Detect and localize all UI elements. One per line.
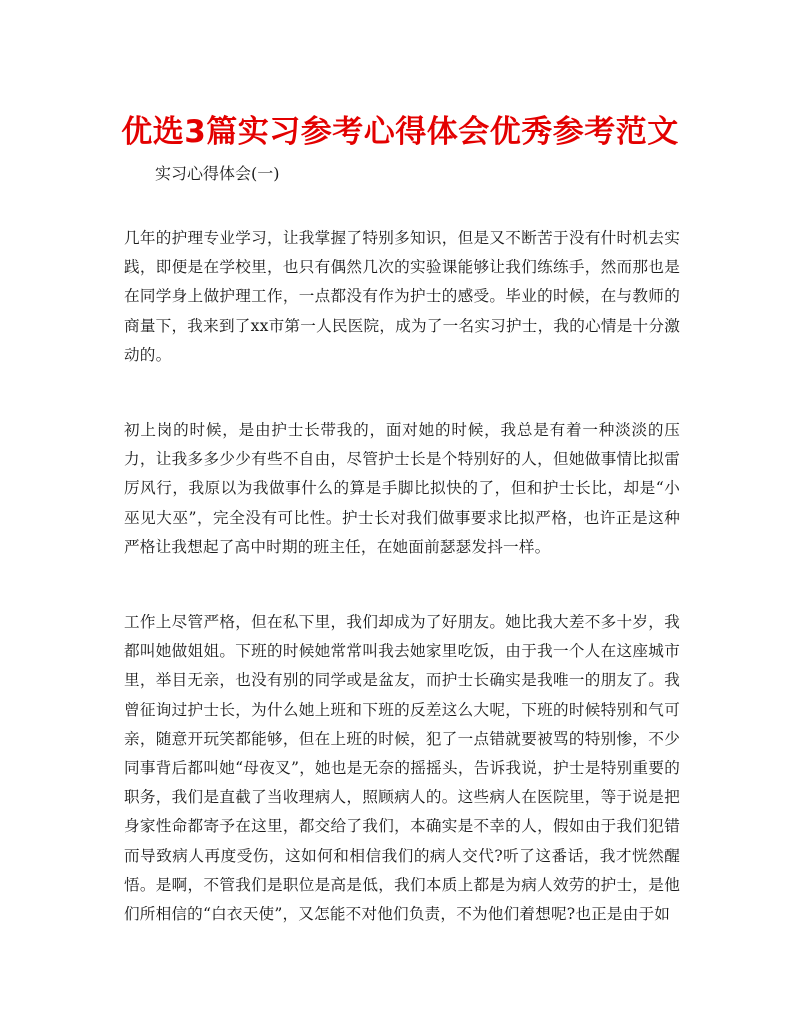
document-subtitle: 实习心得体会(一)	[155, 164, 280, 183]
paragraph-3: 工作上尽管严格，但在私下里，我们却成为了好朋友。她比我大差不多十岁，我都叫她做姐姐。下班的时候她常常叫我去她家里吃饭，由于我一个人在这座城市里，举目无亲，也没有别的同学或是盆友，而护士长确实是我唯一的朋友了。我曾征询过护士长，为什么她上班和下班的反差这么大呢，下班的时候特别和气可亲，随意开玩笑都能够，但在上班的时候，犯了一点错就要被骂的特别惨，不少同事背后都叫她“母夜叉”，她也是无奈的摇摇头，告诉我说，护士是特别重要的职务，我们是直截了当收理病人，照顾病人的。这些病人在医院里，等于说是把身家性命都寄予在这里，都交给了我们，本确实是不幸的人，假如由于我们犯错而导致病人再度受伤，这如何和相信我们的病人交代?听了这番话，我才恍然醒悟。是啊，不管我们是职位是高是低，我们本质上都是为病人效劳的护士，是他们所相信的“白衣天使”，又怎能不对他们负责，不为他们着想呢?也正是由于如	[124, 613, 680, 924]
document-title: 优选3篇实习参考心得体会优秀参考范文	[121, 114, 679, 150]
document-body	[124, 224, 680, 975]
paragraph-1: 几年的护理专业学习，让我掌握了特别多知识，但是又不断苦于没有什时机去实践，即便是在学校里，也只有偶然几次的实验课能够让我们练练手，然而那也是在同学身上做护理工作，一点都没有作为护士的感受。毕业的时候，在与教师的商量下，我来到了xx市第一人民医院，成为了一名实习护士，我的心情是十分激动的。	[124, 229, 680, 364]
paragraph-2: 初上岗的时候，是由护士长带我的，面对她的时候，我总是有着一种淡淡的压力，让我多多少少有些不自由，尽管护士长是个特别好的人，但她做事情比拟雷厉风行，我原以为我做事什么的算是手脚比拟快的了，但和护士长比，却是“小巫见大巫”，完全没有可比性。护士长对我们做事要求比拟严格，也许正是这种严格让我想起了高中时期的班主任，在她面前瑟瑟发抖一样。	[124, 421, 680, 556]
